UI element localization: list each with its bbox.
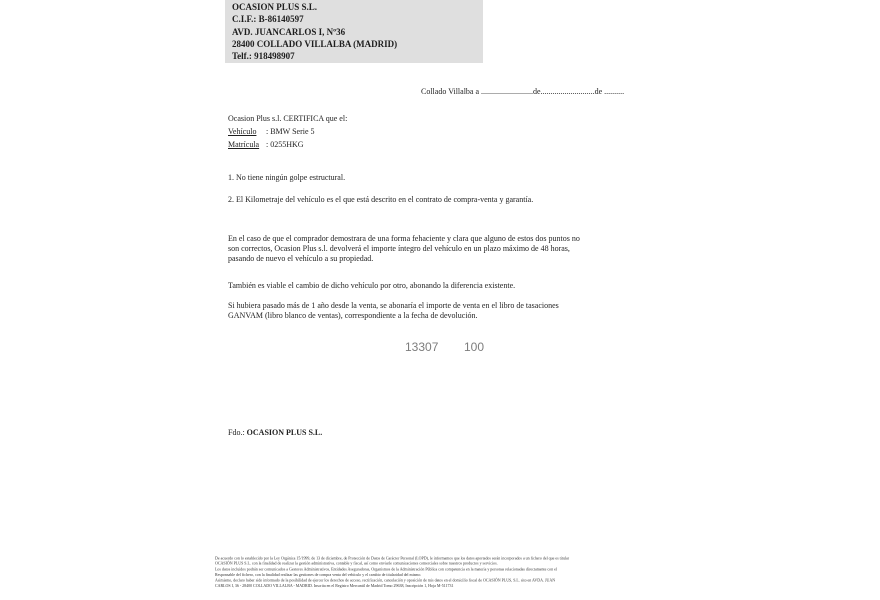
signature-line xyxy=(228,428,322,437)
overlay-number-left: 13307 xyxy=(405,340,439,354)
paragraph-ganvam xyxy=(228,301,559,321)
date-line: Collado Villalba a ..........................de...........................de .......... xyxy=(421,87,625,96)
paragraph-refund-line: son correctos, Ocasion Plus s.l. devolverá el importe íntegro del vehículo en un plazo máximo de 48 horas, xyxy=(228,244,570,253)
company-header-box xyxy=(225,0,483,63)
paragraph-ganvam-line: Si hubiera pasado más de 1 año desde la venta, se abonaría el importe de venta en el libro de tasaciones xyxy=(228,301,559,310)
legal-fine-print xyxy=(215,556,664,589)
paragraph-refund-line: En el caso de que el comprador demostrara de una forma fehaciente y clara que alguno de estos dos puntos no xyxy=(228,234,580,243)
plate-field xyxy=(228,138,347,151)
company-city: 28400 COLLADO VILLALBA (MADRID) xyxy=(232,38,398,49)
fine-print-line: OCASIÓN PLUS S.L. con la finalidad de realizar la gestión administrativa, contable y fiscal, así como enviarle comunicaciones comerciales sobre nuestros productos y servicios. xyxy=(215,562,498,567)
paragraph-exchange-line: También es viable el cambio de dicho vehículo por otro, abonando la diferencia existente. xyxy=(228,281,516,290)
signature-label: Fdo.: xyxy=(228,428,247,437)
paragraph-refund xyxy=(228,234,580,264)
fine-print-line: Los datos incluidos podrán ser comunicados a Gestores Administrativos, Entidades Aseguradoras, Organismos de la Administración Pública con competencia en la materia y personas relacionadas directamente con el xyxy=(215,567,557,572)
point-1: 1. No tiene ningún golpe estructural. xyxy=(228,173,346,182)
vehicle-label: Vehículo xyxy=(228,127,257,136)
certification-intro: Ocasion Plus s.l. CERTIFICA que el: xyxy=(228,114,348,123)
certification-block xyxy=(228,112,347,151)
vehicle-field xyxy=(228,125,347,138)
company-cif: C.I.F.: B-86140597 xyxy=(232,14,304,25)
company-phone: Telf.: 918498907 xyxy=(232,51,295,62)
fine-print-line: De acuerdo con lo establecido por la Ley Orgánica 15/1999, de 13 de diciembre, de Protección de Datos de Carácter Personal (LOPD), le informamos que los datos aportados serán incorporados a un fichero del que es titular xyxy=(215,556,570,561)
plate-label: Matrícula xyxy=(228,140,260,149)
paragraph-exchange xyxy=(228,281,515,291)
fine-print-line: CARLOS I, 36 - 28400 COLLADO VILLALBA - MADRID. Inscrita en el Registro Mercantil de Madrid Tomo 29638, Inscripción 1, Hoja M-511731 xyxy=(215,584,454,589)
fine-print-line: Responsable del fichero, con la finalidad realizar las gestiones de compra venta del vehículo y el cambio de titularidad del mismo. xyxy=(215,573,422,578)
point-2: 2. El Kilometraje del vehículo es el que está descrito en el contrato de compra-venta y garantía. xyxy=(228,195,534,204)
paragraph-ganvam-line: GANVAM (libro blanco de ventas), correspondiente a la fecha de devolución. xyxy=(228,311,478,320)
plate-value: : 0255HKG xyxy=(266,140,304,149)
company-address: AVD. JUANCARLOS I, Nº36 xyxy=(232,26,346,37)
fine-print-line: Asimismo, declaro haber sido informado de la posibilidad de ejercer los derechos de acceso, rectificación, cancelación y oposición de mis datos en el domicilio fiscal de OCASIÓN PLUS, S.L. sito en AVDA. JUAN xyxy=(215,578,556,583)
overlay-number-right: 100 xyxy=(464,340,485,354)
company-name: OCASION PLUS S.L. xyxy=(232,2,318,12)
paragraph-refund-line: pasando de nuevo el vehículo a su propiedad. xyxy=(228,254,374,263)
vehicle-value: : BMW Serie 5 xyxy=(266,127,315,136)
signature-company-name: OCASION PLUS S.L. xyxy=(246,428,323,437)
